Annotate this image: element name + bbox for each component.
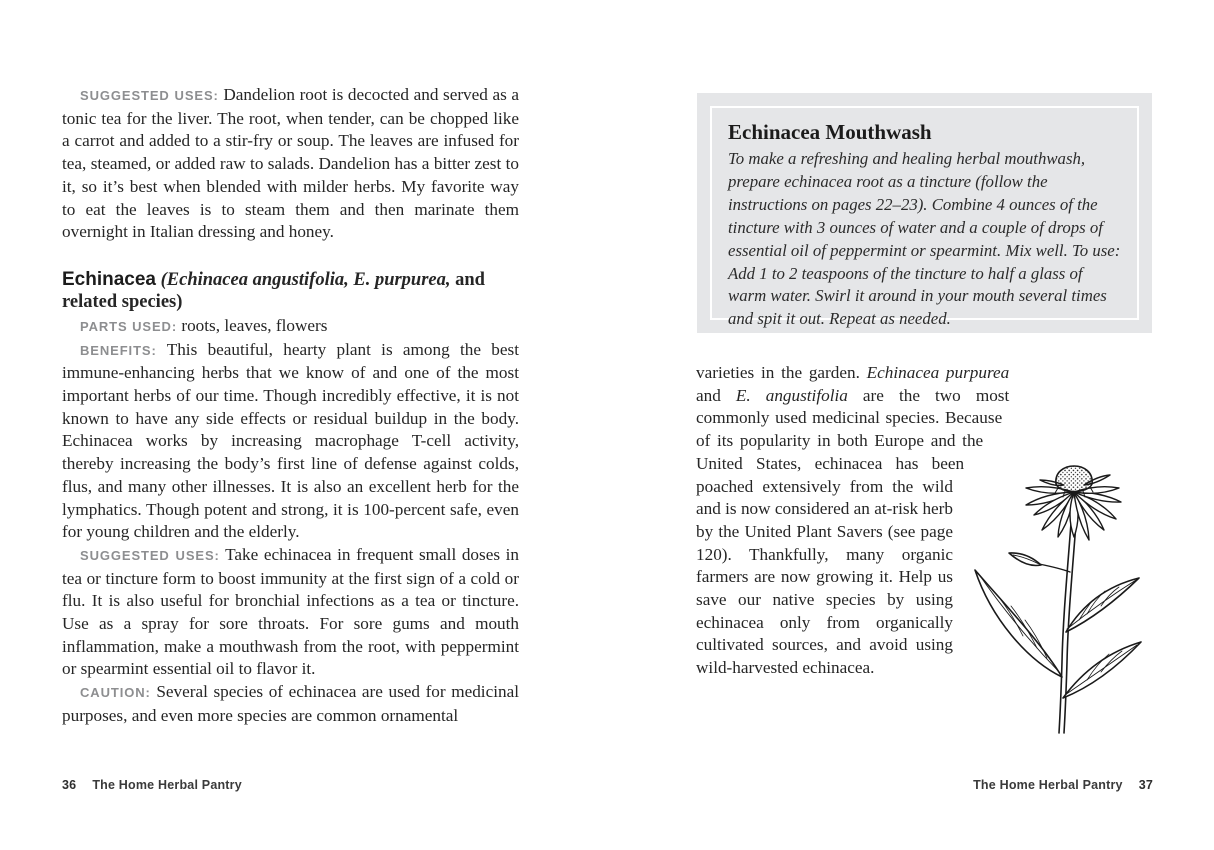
benefits-paragraph — [62, 339, 519, 544]
echinacea-suggested-uses-paragraph — [62, 544, 519, 681]
left-page — [62, 84, 519, 728]
caution-text: Several species of echinacea are used for medicinal purposes, and even more species are common ornamental — [62, 682, 519, 725]
left-page-number: 36 — [62, 778, 77, 792]
entry-name: Echinacea — [62, 268, 156, 290]
left-page-footer — [62, 778, 242, 792]
suggested-uses-label-2: SUGGESTED USES: — [80, 547, 220, 563]
left-running-title: The Home Herbal Pantry — [92, 778, 242, 792]
entry-latin-names: (Echinacea angustifolia, E. purpurea, — [156, 269, 451, 290]
right-running-title: The Home Herbal Pantry — [973, 778, 1123, 792]
paragraph-seg3: and — [696, 385, 736, 405]
coneflower-drawing — [959, 440, 1154, 735]
echinacea-entry-heading — [62, 269, 519, 314]
benefits-label: BENEFITS: — [80, 342, 157, 358]
benefits-text: This beautiful, hearty plant is among the best immune-enhancing herbs that we know of and one of the most important herbs of our time. Though incredibly effective, it is not known to have any side effects or residual buildup in the body. Echinacea works by increasing macrophage T-cell activity, thereby increasing the body’s first line of defense against colds, flus, and many other illnesses. It is also an excellent herb for the lymphatics. Though potent and strong, it is 100-percent safe, even for young children and the elderly. — [62, 339, 519, 542]
recipe-sidebar-box — [697, 93, 1152, 333]
dandelion-suggested-uses-paragraph — [62, 84, 519, 244]
parts-used-label: PARTS USED: — [80, 318, 178, 334]
paragraph-seg1: varieties in the garden. — [696, 363, 867, 382]
latin-name-angustifolia: E. angustifolia — [735, 385, 848, 405]
parts-used-line — [62, 315, 519, 339]
right-page-footer — [973, 778, 1153, 792]
paragraph-seg5: are the two most commonly used medicinal species. Because of its popularity in both Europe and the United States, echinacea has been poached extensively from the wild and is now considered an at-risk herb by the United Plant Savers (see page 120). Thankfully, many organic farmers are now growing it. Help us save our native species by using echinacea only from organically cultivated sources, and avoid using wild-harvested echinacea. — [696, 385, 1010, 678]
suggested-uses-label: SUGGESTED USES: — [80, 88, 219, 103]
right-page-body — [696, 362, 1154, 762]
echinacea-suggested-uses-text: Take echinacea in frequent small doses in tea or tincture form to boost immunity at the first sign of a cold or flu. It is also useful for bronchial infections as a tea or tincture. Use as a spray for sore throats. For sore gums and mouth inflammation, make a mouthwash from the root, with peppermint or spearmint essential oil to flavor it. — [62, 544, 519, 679]
caution-paragraph — [62, 681, 519, 727]
recipe-title: Echinacea Mouthwash — [728, 120, 932, 144]
echinacea-illustration — [959, 440, 1154, 735]
latin-name-purpurea: Echinacea purpurea — [866, 363, 1010, 382]
recipe-sidebar-inner-frame — [710, 106, 1139, 329]
dandelion-suggested-uses-text: Dandelion root is decocted and served as a tonic tea for the liver. The root, when tender, can be chopped like a carrot and added to a stir-fry or soup. The leaves are infused for tea, steamed, or added raw to salads. Dandelion has a bitter zest to it, so it’s best when blended with milder herbs. My favorite way to eat the leaves is to steam them and then marinate them overnight in Italian dressing and honey. — [62, 85, 520, 242]
right-page-number: 37 — [1138, 778, 1153, 792]
entry-heading-suffix: and related species) — [62, 269, 485, 313]
caution-label: CAUTION: — [80, 685, 151, 701]
parts-used-text: roots, leaves, flowers — [177, 315, 328, 335]
recipe-instructions: To make a refreshing and healing herbal mouthwash, prepare echinacea root as a tincture (follow the instructions on pages 22–23). Combine 4 ounces of the tincture with 3 ounces of water and a couple of drops of essential oil of peppermint or spearmint. Mix well. To use: Add 1 to 2 teaspoons of the tincture to half a glass of warm water. Swirl it around in your mouth several times and spit it out. Repeat as needed. — [728, 149, 1121, 329]
